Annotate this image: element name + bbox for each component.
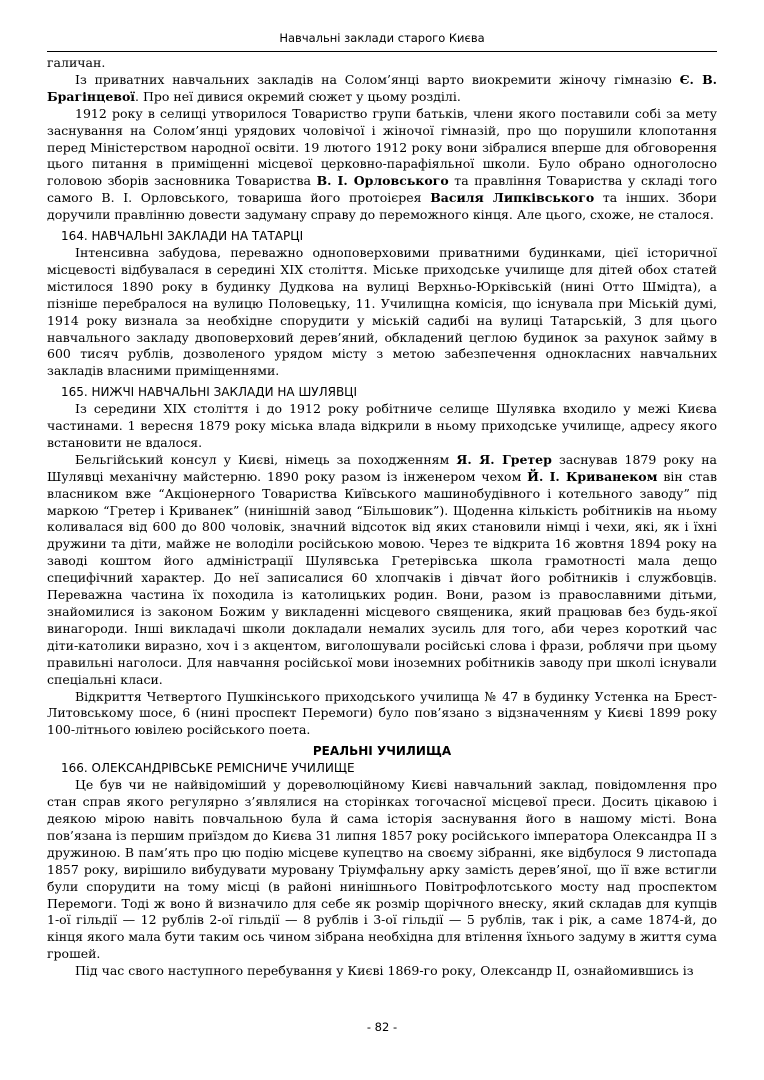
person-name: Є. В. Брагінцевої	[47, 71, 717, 104]
person-name: В. І. Орловського	[316, 173, 449, 189]
chapter-heading: РЕАЛЬНІ УЧИЛИЩА	[312, 744, 452, 759]
paragraph: Із приватних навчальних закладів на Солом’янці варто виокремити жіночу гімназію Є. В. Брагінцевої. Про неї дивися окремий сюжет у цьому розділі.	[47, 71, 717, 104]
paragraph: Бельгійський консул у Києві, німець за походженням Я. Я. Гретер заснував 1879 року на Шулявці механічну майстерню. 1890 року разом із інженером чехом Й. І. Криванеком він став власником вже “Акціонерного Товариства Київського машинобудівного і котельного заводу” під маркою “Гретер і Криванек” (нинішній завод “Більшовик”). Щоденна кількість робітників на ньому коливалася від 600 до 800 чоловік, значний відсоток від яких становили німці і чехи, які, як і їхні дружини та діти, майже не володіли російською мовою. Через те відкрита 16 жовтня 1894 року на заводі коштом його адміністрації Шулявська Гретерівська школа грамотності мала дещо специфічний характер. До неї записалися 60 хлопчаків і дівчат його робітників і службовців. Переважна частина їх походила із католицьких родин. Вони, разом із православними дітьми, знайомилися із законом Божим у викладенні місцевого священика, який працював без будь-якої винагороди. Інші викладачі школи докладали немалих зусиль для того, аби через короткий час діти-католики виразно, хоч і з акцентом, виголошували російські слова і фрази, роблячи при цьому правильні наголоси. Для навчання російської мови іноземних робітників заводу при школі існували спеціальні класи.	[47, 451, 718, 687]
paragraph: галичан.	[47, 55, 106, 70]
person-name: Я. Я. Гретер	[456, 451, 552, 467]
paragraph: Це був чи не найвідоміший у дореволюційному Києві навчальний заклад, повідомлення про стан справ якого регулярно з’являлися на сторінках тогочасної місцевої преси. Досить цікавою і деякою мірою навіть повчальною була й сама історія заснування його в нашому місті. Вона пов’язана із першим приїздом до Києва 31 липня 1857 року російського імператора Олександра ІІ з дружиною. В пам’ять про цю подію місцеве купецтво на своєму зібранні, яке відбулося 9 листопада 1857 року, вирішило вибудувати муровану Тріумфальну арку замість дерев’яної, що її вже встигли були спорудити на тому місці (в районі нинішнього Повітрофлотського мосту над проспектом Перемоги. Тоді ж воно й визначило для себе як розмір щорічного внеску, який складав для купців 1-ої гільдії — 12 рублів 2-ої гільдії — 8 рублів і 3-ої гільдії — 5 рублів, так і рік, а саме 1874-й, до кінця якого мала бути таким ось чином зібрана необхідна для втілення їхнього задуму в життя сума грошей.	[47, 777, 717, 962]
paragraph: Відкриття Четвертого Пушкінського приходського училища № 47 в будинку Устенка на Брест-Литовському шосе, 6 (нині проспект Перемоги) було пов’язано з відзначенням у Києві 1899 року 100-літнього ювілею російського поета.	[47, 688, 717, 738]
body-text	[47, 55, 717, 980]
paragraph: Із середини ХІХ століття і до 1912 року робітниче селище Шулявка входило у межі Києва частинами. 1 вересня 1879 року міська влада відкрили в ньому приходське училище, адресу якого встановити не вдалося.	[47, 401, 717, 450]
page-number: - 82 -	[366, 1020, 398, 1034]
section-title-166: 166. ОЛЕКСАНДРІВСЬКЕ РЕМІСНИЧЕ УЧИЛИЩЕ	[61, 761, 355, 776]
header-rule	[47, 51, 717, 52]
paragraph: Під час свого наступного перебування у Києві 1869-го року, Олександр ІІ, ознайомившись із	[75, 963, 694, 979]
paragraph: 1912 року в селищі утворилося Товариство групи батьків, члени якого поставили собі за мету заснування на Солом’янці урядових чоловічої і жіночої гімназій, про що порушили клопотання перед Міністерством народної освіти. 19 лютого 1912 року вони зібралися вперше для обговорення цього питання в приміщенні місцевої церковно-парафіяльної школи. Було обрано одноголосно головою зборів засновника Товариства В. І. Орловського та правління Товариства у складі того самого В. І. Орловського, товариша його протоієрея Василя Липківського та інших. Збори доручили правлінню довести задуману справу до переможного кінця. Але цього, схоже, не сталося.	[47, 105, 717, 223]
person-name: Василя Липківського	[430, 190, 595, 206]
running-header: Навчальні заклади старого Києва	[279, 31, 485, 45]
person-name: Й. І. Криванеком	[527, 468, 658, 484]
paragraph: Інтенсивна забудова, переважно одноповерховими приватними будинками, цієї історичної місцевості відбувалася в середині ХІХ століття. Міське приходське училище для дітей обох статей містилося 1890 року в будинку Дудкова на вулиці Верхньо-Юрківській (нині Отто Шмідта), а пізніше перебралося на вулицю Половецьку, 11. Училищна комісія, що існувала при Міській думі, 1914 року визнала за необхідне спорудити у міській садибі на вулиці Татарській, 3 для цього навчального закладу двоповерховий дерев’яний, обкладений цеглою будинок за рахунок займу в 600 тисяч рублів, дозволеного урядом місту з метою забезпечення однокласних навчальних закладів власними приміщеннями.	[47, 244, 717, 379]
section-title-165: 165. НИЖЧІ НАВЧАЛЬНІ ЗАКЛАДИ НА ШУЛЯВЦІ	[61, 385, 358, 400]
section-title-164: 164. НАВЧАЛЬНІ ЗАКЛАДИ НА ТАТАРЦІ	[61, 229, 304, 244]
